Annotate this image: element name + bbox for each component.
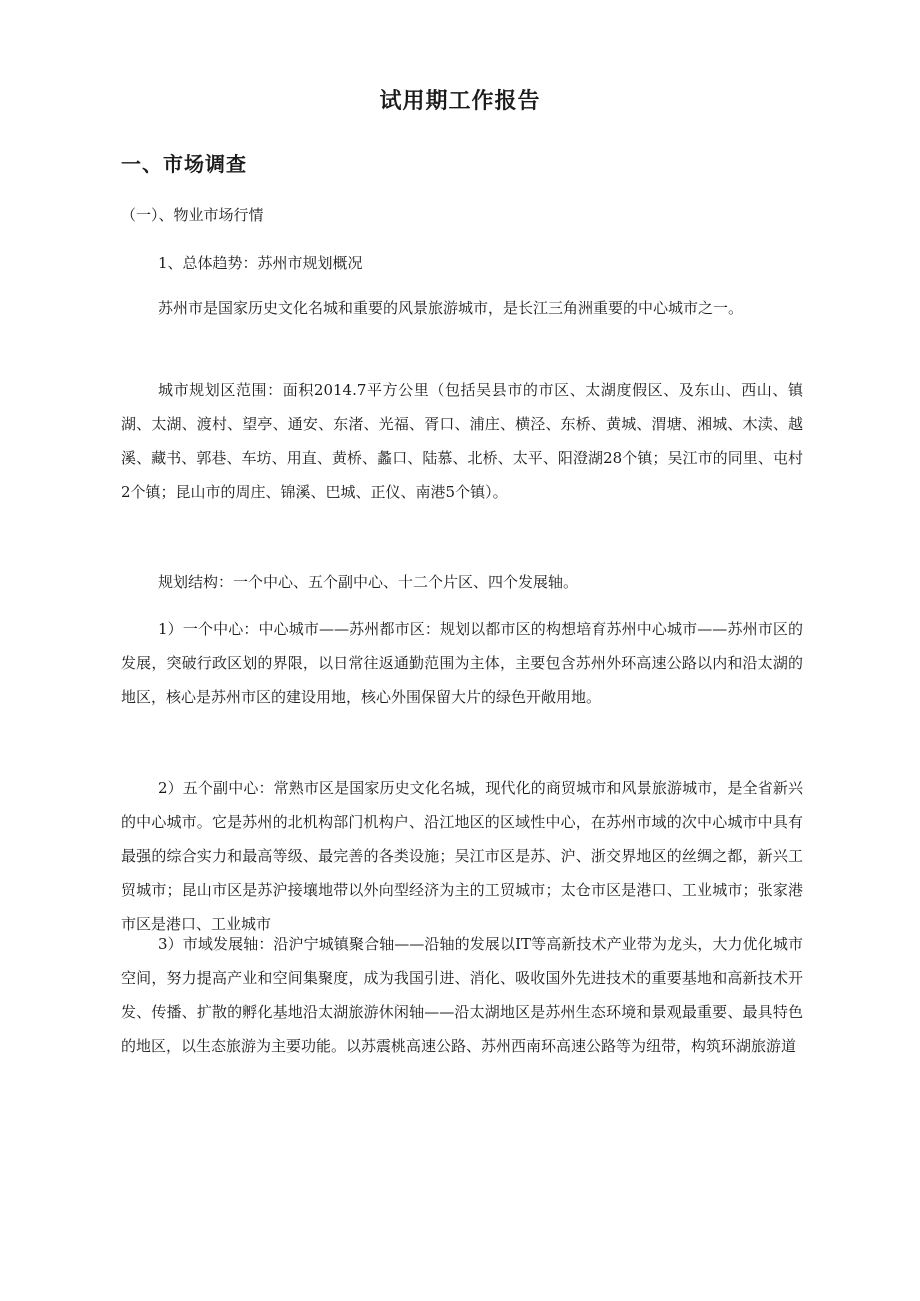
section-heading: 一、市场调查 (121, 152, 247, 176)
paragraph-five-subcenters: 2）五个副中心：常熟市区是国家历史文化名城，现代化的商贸城市和风景旅游城市，是全省新兴的中心城市。它是苏州的北机构部门机构户、沿江地区的区域性中心，在苏州市域的次中心城市中具有最强的综合实力和最高等级、最完善的各类设施；吴江市区是苏、沪、浙交界地区的丝绸之都，新兴工贸城市；昆山市区是苏沪接壤地带以外向型经济为主的工贸城市；太仓市区是港口、工业城市；张家港市区是港口、工业城市 (121, 779, 803, 933)
item-heading: 1、总体趋势：苏州市规划概况 (158, 254, 363, 272)
paragraph-planning-area: 城市规划区范围：面积2014.7平方公里（包括吴县市的市区、太湖度假区、及东山、西山、镇湖、太湖、渡村、望亭、通安、东渚、光福、胥口、浦庄、横泾、东桥、黄城、渭塘、湘城、木渎、越溪、藏书、郭巷、车坊、用直、黄桥、蠡口、陆慕、北桥、太平、阳澄湖28个镇；吴江市的同里、屯村2个镇；昆山市的周庄、锦溪、巴城、正仪、南港5个镇）。 (121, 381, 803, 501)
subsection-heading: （一）、物业市场行情 (121, 206, 264, 224)
paragraph-development-axes: 3）市域发展轴：沿沪宁城镇聚合轴——沿轴的发展以IT等高新技术产业带为龙头，大力优化城市空间，努力提高产业和空间集聚度，成为我国引进、消化、吸收国外先进技术的重要基地和高新技术开发、传播、扩散的孵化基地沿太湖旅游休闲轴——沿太湖地区是苏州生态环境和景观最重要、最具特色的地区，以生态旅游为主要功能。以苏震桃高速公路、苏州西南环高速公路等为纽带，构筑环湖旅游道 (121, 935, 803, 1055)
paragraph-planning-structure: 规划结构：一个中心、五个副中心、十二个片区、四个发展轴。 (158, 573, 579, 591)
document-title: 试用期工作报告 (379, 89, 541, 114)
paragraph-one-center: 1）一个中心：中心城市——苏州都市区：规划以都市区的构想培育苏州中心城市——苏州市区的发展，突破行政区划的界限，以日常往返通勤范围为主体，主要包含苏州外环高速公路以内和沿太湖的地区，核心是苏州市区的建设用地，核心外围保留大片的绿色开敞用地。 (121, 620, 803, 706)
paragraph-city-overview: 苏州市是国家历史文化名城和重要的风景旅游城市，是长江三角洲重要的中心城市之一。 (158, 299, 744, 317)
